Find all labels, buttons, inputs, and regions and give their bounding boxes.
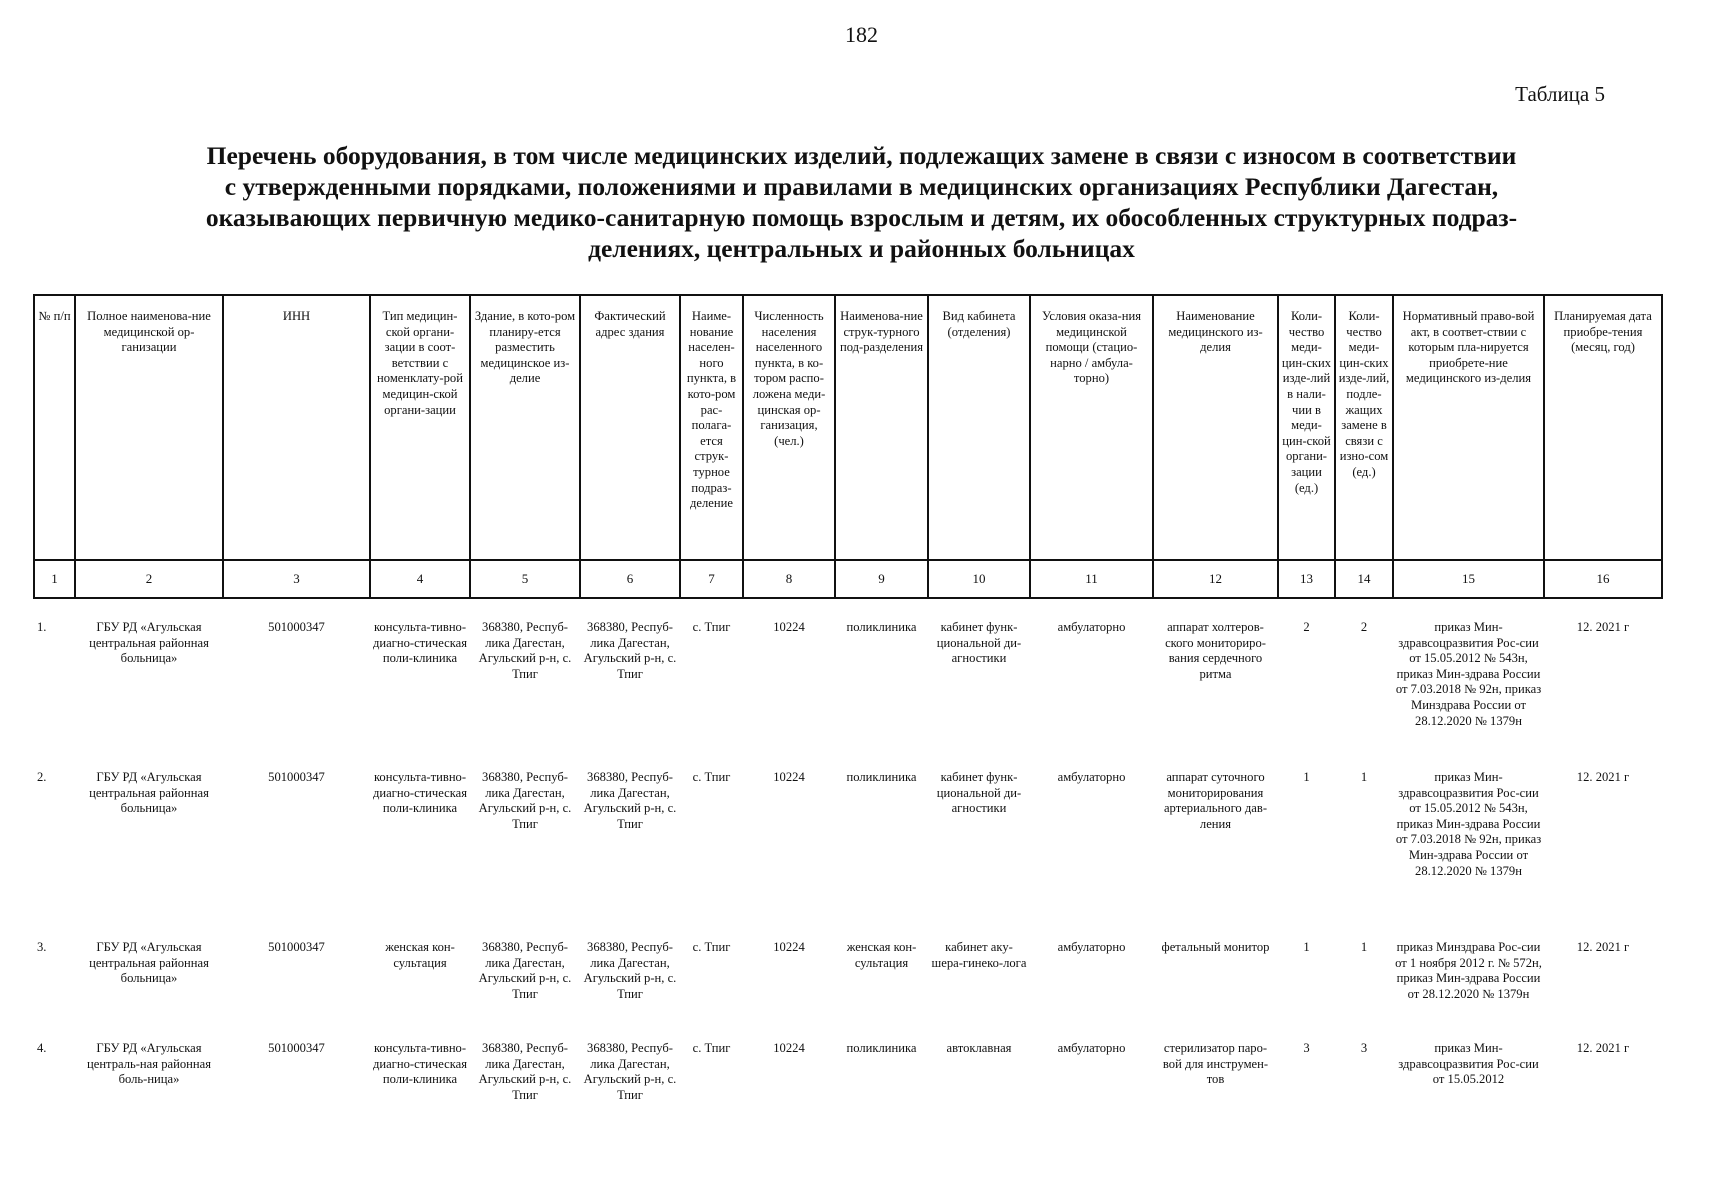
title-line: Перечень оборудования, в том числе медицинских изделий, подлежащих замене в связи с износом в соответствии (206, 141, 1517, 170)
cell-purchase-date: 12. 2021 г (1576, 770, 1630, 784)
column-number: 11 (1030, 560, 1153, 598)
column-header: ИНН (223, 295, 370, 560)
cell-address: 368380, Респуб-лика Дагестан, Агульский р-н, с. Тпиг (583, 770, 677, 831)
cell-address: 368380, Респуб-лика Дагестан, Агульский р-н, с. Тпиг (583, 620, 677, 681)
page-number: 182 (845, 22, 878, 47)
column-header: Здание, в кото-ром планиру-ется разместить медицинское из-делие (470, 295, 580, 560)
cell-legal-act: приказ Мин-здравсоцразвития Рос-сии от 15.05.2012 № 543н, приказ Мин-здрава России от 7.03.2018 № 92н, приказ Мин-здрава России от 28.12.2020 № 1379н (1395, 770, 1542, 878)
cell-organization: ГБУ РД «Агульская центральная районная больница» (89, 620, 209, 666)
column-header: Численность населения населенного пункта, в ко-тором распо-ложена меди-цинская ор-ганизация, (чел.) (743, 295, 835, 560)
cell-organization: ГБУ РД «Агульская центральная районная больница» (89, 940, 209, 986)
cell-device: фетальный монитор (1161, 940, 1270, 954)
cell-inn: 501000347 (268, 1041, 325, 1055)
column-number: 14 (1335, 560, 1393, 598)
cell-row-number: 3. (37, 940, 47, 954)
cell-qty-available: 1 (1303, 940, 1310, 954)
cell-inn: 501000347 (268, 620, 325, 634)
cell-cabinet: кабинет функ-циональной ди-агностики (936, 620, 1022, 666)
column-header: Вид кабинета (отделения) (928, 295, 1030, 560)
column-header: Наиме-нование населен-ного пункта, в кото-ром рас-полага-ется струк-турное подраз-деление (680, 295, 743, 560)
cell-conditions: амбулаторно (1057, 1041, 1126, 1055)
cell-device: аппарат суточного мониторирования артериального дав-ления (1163, 770, 1268, 831)
cell-building: 368380, Респуб-лика Дагестан, Агульский р-н, с. Тпиг (478, 940, 572, 1001)
cell-purchase-date: 12. 2021 г (1576, 940, 1630, 954)
cell-org-type: консульта-тивно-диагно-стическая поли-клиника (372, 620, 468, 666)
cell-conditions: амбулаторно (1057, 620, 1126, 634)
cell-organization: ГБУ РД «Агульская централь-ная районная боль-ница» (86, 1041, 211, 1087)
column-number: 8 (743, 560, 835, 598)
cell-subdivision: поликлиника (846, 770, 917, 784)
column-number: 7 (680, 560, 743, 598)
cell-subdivision: женская кон-сультация (846, 940, 917, 970)
cell-cabinet: кабинет аку-шера-гинеко-лога (931, 940, 1027, 970)
column-header: Условия оказа-ния медицинской помощи (стацио-нарно / амбула-торно) (1030, 295, 1153, 560)
cell-qty-replace: 1 (1360, 770, 1368, 784)
cell-population: 10224 (773, 620, 805, 634)
cell-device: аппарат холтеров-ского мониториро-вания сердечного ритма (1165, 620, 1266, 681)
cell-address: 368380, Респуб-лика Дагестан, Агульский р-н, с. Тпиг (583, 940, 677, 1001)
column-number: 12 (1153, 560, 1278, 598)
column-header: Коли-чество меди-цин-ских изде-лий в нали-чии в меди-цин-ской органи-зации (ед.) (1278, 295, 1335, 560)
column-header: Планируемая дата приобре-тения (месяц, год) (1544, 295, 1662, 560)
table-row (34, 1020, 1662, 1115)
title-line: оказывающих первичную медико-санитарную помощь взрослым и детям, их обособленных структурных подраз- (205, 203, 1518, 232)
cell-qty-replace: 1 (1360, 940, 1368, 954)
document-title (70, 140, 1653, 264)
column-number: 9 (835, 560, 928, 598)
title-line: с утвержденными порядками, положениями и правилами в медицинских организациях Республики Дагестан, (224, 172, 1499, 201)
cell-settlement: с. Тпиг (692, 770, 731, 784)
column-number: 3 (223, 560, 370, 598)
column-number-row (34, 560, 1662, 598)
cell-legal-act: приказ Мин-здравсоцразвития Рос-сии от 15.05.2012 (1398, 1041, 1539, 1087)
cell-cabinet: автоклавная (946, 1041, 1012, 1055)
cell-population: 10224 (773, 770, 805, 784)
column-header: Коли-чество меди-цин-ских изде-лий, подле-жащих замене в связи с изно-сом (ед.) (1335, 295, 1393, 560)
cell-qty-replace: 2 (1360, 620, 1368, 634)
column-number: 4 (370, 560, 470, 598)
cell-purchase-date: 12. 2021 г (1576, 620, 1630, 634)
cell-org-type: женская кон-сультация (385, 940, 455, 970)
equipment-table (33, 294, 1663, 1115)
column-header: Наименование медицинского из-делия (1153, 295, 1278, 560)
cell-org-type: консульта-тивно-диагно-стическая поли-клиника (372, 770, 468, 816)
column-header: Тип медицин-ской органи-зации в соот-ветствии с номенклату-рой медицин-ской органи-зации (370, 295, 470, 560)
column-number: 16 (1544, 560, 1662, 598)
cell-address: 368380, Респуб-лика Дагестан, Агульский р-н, с. Тпиг (583, 1041, 677, 1102)
cell-subdivision: поликлиника (846, 1041, 917, 1055)
cell-building: 368380, Респуб-лика Дагестан, Агульский р-н, с. Тпиг (478, 1041, 572, 1102)
cell-purchase-date: 12. 2021 г (1576, 1041, 1630, 1055)
cell-settlement: с. Тпиг (692, 620, 731, 634)
cell-building: 368380, Респуб-лика Дагестан, Агульский р-н, с. Тпиг (478, 620, 572, 681)
cell-device: стерилизатор паро-вой для инструмен-тов (1162, 1041, 1269, 1087)
cell-building: 368380, Респуб-лика Дагестан, Агульский р-н, с. Тпиг (478, 770, 572, 831)
cell-legal-act: приказ Минздрава Рос-сии от 1 ноября 2012 г. № 572н, приказ Мин-здрава России от 28.12.2020 № 1379н (1395, 940, 1542, 1001)
header-row (34, 295, 1662, 560)
column-header: Нормативный право-вой акт, в соответ-ствии с которым пла-нируется приобрете-ние медицинского из-делия (1393, 295, 1544, 560)
column-number: 10 (928, 560, 1030, 598)
cell-qty-available: 3 (1303, 1041, 1310, 1055)
cell-qty-available: 2 (1303, 620, 1310, 634)
cell-population: 10224 (773, 940, 805, 954)
column-number: 13 (1278, 560, 1335, 598)
column-number: 1 (34, 560, 75, 598)
column-number: 5 (470, 560, 580, 598)
cell-row-number: 1. (37, 620, 47, 634)
cell-conditions: амбулаторно (1057, 770, 1126, 784)
cell-inn: 501000347 (268, 940, 325, 954)
column-number: 15 (1393, 560, 1544, 598)
cell-settlement: с. Тпиг (692, 1041, 731, 1055)
cell-population: 10224 (773, 1041, 805, 1055)
cell-inn: 501000347 (268, 770, 325, 784)
cell-organization: ГБУ РД «Агульская центральная районная больница» (89, 770, 209, 816)
cell-qty-replace: 3 (1360, 1041, 1368, 1055)
cell-row-number: 4. (37, 1041, 47, 1055)
cell-conditions: амбулаторно (1057, 940, 1126, 954)
cell-legal-act: приказ Мин-здравсоцразвития Рос-сии от 15.05.2012 № 543н, приказ Мин-здрава России от 7.03.2018 № 92н, приказ Минздрава России от 28.12.2020 № 1379н (1395, 620, 1542, 728)
cell-subdivision: поликлиника (846, 620, 917, 634)
cell-cabinet: кабинет функ-циональной ди-агностики (936, 770, 1022, 816)
table-row (34, 598, 1662, 749)
table-label: Таблица 5 (1515, 82, 1605, 106)
table-row (34, 919, 1662, 1020)
column-header: Полное наименова-ние медицинской ор-ганизации (75, 295, 223, 560)
column-header: Фактический адрес здания (580, 295, 680, 560)
table-row (34, 749, 1662, 919)
column-header: Наименова-ние струк-турного под-разделения (835, 295, 928, 560)
cell-org-type: консульта-тивно-диагно-стическая поли-клиника (372, 1041, 468, 1087)
column-number: 2 (75, 560, 223, 598)
cell-qty-available: 1 (1303, 770, 1310, 784)
cell-row-number: 2. (37, 770, 47, 784)
column-number: 6 (580, 560, 680, 598)
cell-settlement: с. Тпиг (692, 940, 731, 954)
title-line: делениях, центральных и районных больницах (588, 234, 1135, 263)
column-header: № п/п (34, 295, 75, 560)
